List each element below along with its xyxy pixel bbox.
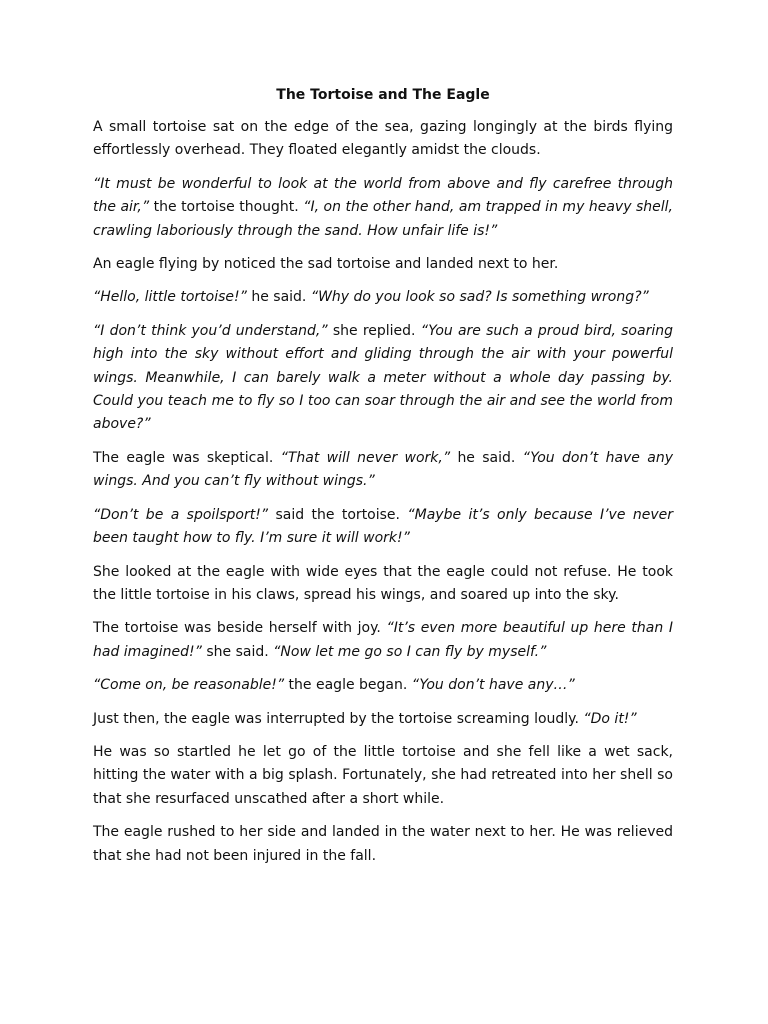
story-paragraph [93,447,673,494]
dialogue-text: “Hello, little tortoise!” [93,289,247,306]
narration-text: the tortoise thought. [149,199,304,216]
story-paragraph [93,674,673,697]
dialogue-text: “That will never work,” [280,449,451,466]
story-paragraph [93,286,673,309]
dialogue-text: “It’s even more beautiful up here than I had imagined!” [93,620,673,660]
narration-text: he said. [450,449,523,466]
dialogue-text: “Do it!” [583,710,637,727]
dialogue-text: “Come on, be reasonable!” [93,677,285,694]
narration-text: The eagle was skeptical. [93,449,281,466]
story-paragraph [93,173,673,243]
dialogue-text: “I don’t think you’d understand,” [93,322,328,339]
narration-text: A small tortoise sat on the edge of the sea, gazing longingly at the birds flying effortlessly overhead. They floated elegantly amidst the clouds. [93,119,673,159]
narration-text: she replied. [327,322,421,339]
narration-text: She looked at the eagle with wide eyes that the eagle could not refuse. He took the little tortoise in his claws, spread his wings, and soared up into the sky. [93,563,673,603]
story-paragraph [93,116,673,163]
story-paragraph [93,821,673,868]
narration-text: An eagle flying by noticed the sad tortoise and landed next to her. [93,256,559,273]
narration-text: He was so startled he let go of the little tortoise and she fell like a wet sack, hitting the water with a big splash. Fortunately, she had retreated into her shell so that she resurfaced unscathed after a short while. [93,743,673,807]
story-paragraph [93,504,673,551]
narration-text: he said. [246,289,311,306]
dialogue-text: “You are such a proud bird, soaring high into the sky without effort and gliding through the air with your powerful wings. Meanwhile, I can barely walk a meter without a whole day passing by. Could you teach me to fly so I too can soar through the air and see the world from above?” [93,322,673,433]
dialogue-text: “Maybe it’s only because I’ve never been taught how to fly. I’m sure it will work!” [93,506,673,547]
story-paragraph [93,561,673,608]
story-paragraph [93,741,673,811]
narration-text: The tortoise was beside herself with joy. [93,620,387,637]
document-body [93,116,673,868]
dialogue-text: “Why do you look so sad? Is something wrong?” [310,289,649,306]
dialogue-text: “I, on the other hand, am trapped in my heavy shell, crawling laboriously through the sand. How unfair life is!” [93,199,673,239]
narration-text: The eagle rushed to her side and landed in the water next to her. He was relieved that she had not been injured in the fall. [93,824,673,864]
dialogue-text: “Now let me go so I can fly by myself.” [273,643,547,660]
narration-text: Just then, the eagle was interrupted by the tortoise screaming loudly. [93,710,584,727]
narration-text: the eagle began. [284,677,412,694]
story-paragraph [93,617,673,664]
narration-text: she said. [201,643,274,660]
dialogue-text: “You don’t have any…” [411,677,575,694]
story-paragraph [93,253,673,276]
story-paragraph [93,708,673,731]
story-paragraph [93,320,673,437]
dialogue-text: “Don’t be a spoilsport!” [93,506,269,523]
dialogue-text: “You don’t have any wings. And you can’t fly without wings.” [93,449,673,490]
document-page [93,84,673,878]
narration-text: said the tortoise. [268,506,408,523]
dialogue-text: “It must be wonderful to look at the world from above and fly carefree through the air,” [93,175,673,216]
document-title: The Tortoise and The Eagle [276,87,490,103]
